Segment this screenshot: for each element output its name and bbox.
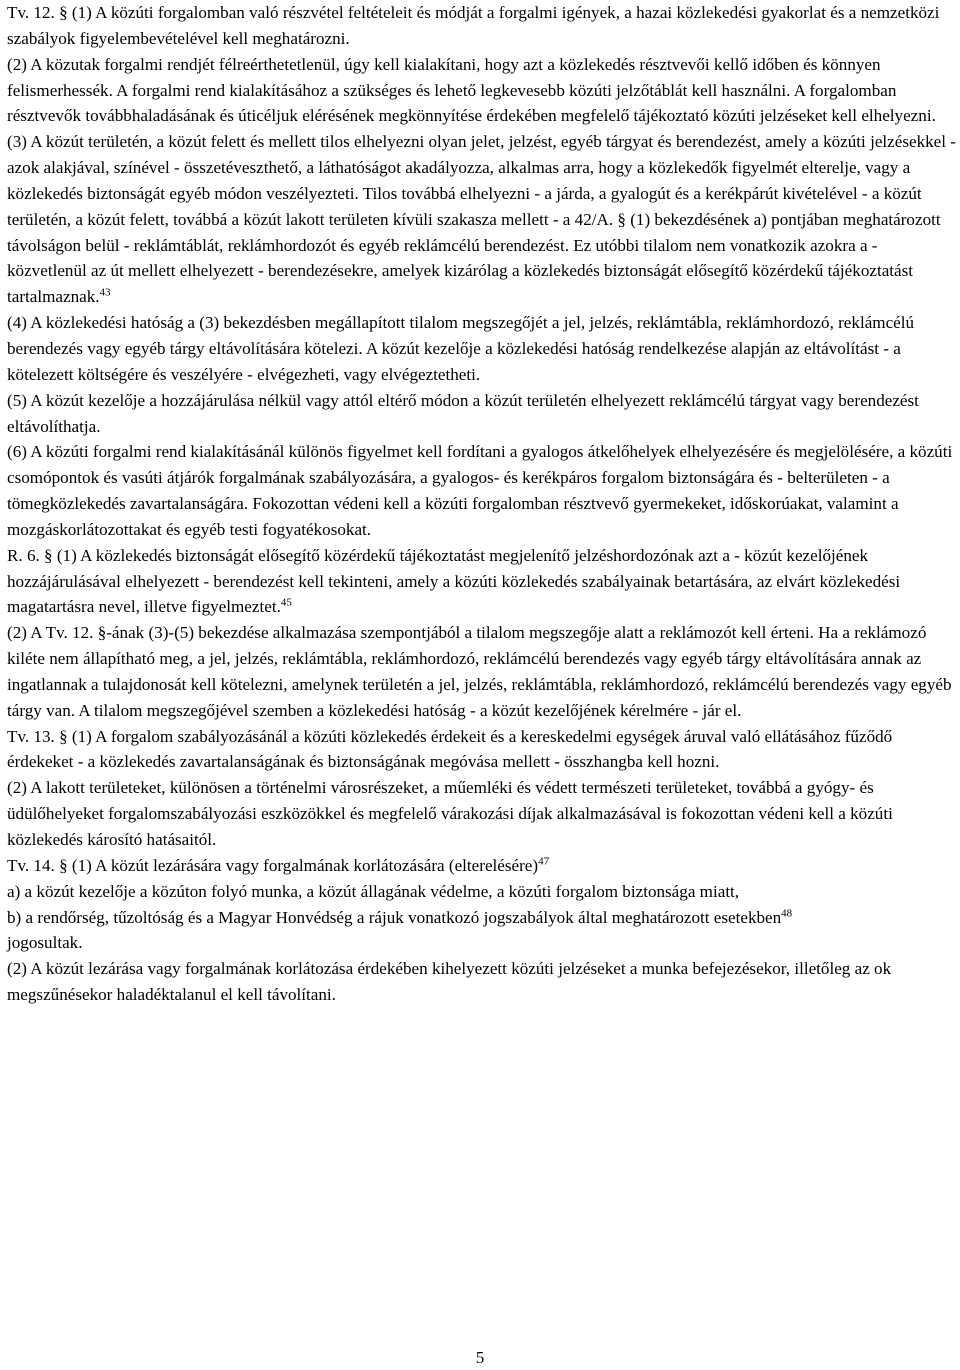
page-number: 5: [475, 1348, 485, 1367]
paragraph-tv12-1: [7, 0, 959, 52]
paragraph-text: Tv. 14. § (1) A közút lezárására vagy forgalmának korlátozására (elterelésére): [7, 855, 539, 875]
paragraph-tv13-1: [7, 724, 959, 776]
paragraph-tv12-3: [7, 129, 959, 310]
paragraph-text: (5) A közút kezelője a hozzájárulása nélkül vagy attól eltérő módon a közút területén elhelyezett reklámcélú tárgyat vagy berendezést eltávolíthatja.: [7, 390, 919, 436]
paragraph-text: R. 6. § (1) A közlekedés biztonságát elősegítő közérdekű tájékoztatást megjelenítő jelzéshordozónak azt a - közút kezelőjének hozzájárulásával elhelyezett - berendezést kell tekinteni, amely a közúti közlekedés szabályainak betartására, az elvárt közlekedési magatartásra nevel, illetve figyelmeztet.: [7, 545, 901, 617]
paragraph-text: (2) A közút lezárása vagy forgalmának korlátozása érdekében kihelyezett közúti jelzéseket a munka befejezésekor, illetőleg az ok megszűnésekor haladéktalanul el kell távolítani.: [7, 959, 892, 1005]
paragraph-text: (2) A Tv. 12. §-ának (3)-(5) bekezdése alkalmazása szempontjából a tilalom megszegője alatt a reklámozót kell érteni. Ha a reklámozó kiléte nem állapítható meg, a jel, jelzés, reklámtábla, reklámhordozó, reklámcélú berendezés vagy egyéb tárgy eltávolítására annak az ingatlannak a tulajdonosát kell kötelezni, amelynek területén a jel, jelzés, reklámtábla, reklámhordozó, reklámcélú berendezés vagy egyéb tárgy van. A tilalom megszegőjével szemben a közlekedési hatóság - a közút kezelőjének kérelmére - jár el.: [7, 623, 952, 720]
paragraph-text: a) a közút kezelője a közúton folyó munka, a közút állagának védelme, a közúti forgalom biztonsága miatt,: [7, 881, 740, 901]
footnote-marker: 48: [781, 906, 793, 919]
paragraph-text: (6) A közúti forgalmi rend kialakításánál különös figyelmet kell fordítani a gyalogos átkelőhelyek elhelyezésére és megjelölésére, a közúti csomópontok és vasúti átjárók forgalmának szabályozására, a gyalogos- és kerékpáros forgalom biztonságára és - belterületen - a tömegközlekedés zavartalanságára. Fokozottan védeni kell a közúti forgalomban résztvevő gyermekeket, időskorúakat, valamint a mozgáskorlátozottakat és egyéb testi fogyatékosokat.: [7, 442, 953, 539]
paragraph-tv12-5: [7, 388, 959, 440]
paragraph-text: (3) A közút területén, a közút felett és mellett tilos elhelyezni olyan jelet, jelzést, egyéb tárgyat és berendezést, amely a közúti jelzésekkel - azok alakjával, színével - összetéveszthető, a láthatóságot akadályozza, alkalmas arra, hogy a közlekedők figyelmét elterelje, vagy a közlekedés biztonságát egyéb módon veszélyezteti. Tilos továbbá elhelyezni - a járda, a gyalogút és a kerékpárút kivételével - a közút területén, a közút felett, továbbá a közút lakott területen kívüli szakasza mellett - a 42/A. § (1) bekezdésének a) pontjában meghatározott távolságon belül - reklámtáblát, reklámhordozót és egyéb reklámcélú berendezést. Ez utóbbi tilalom nem vonatkozik azokra a - közvetlenül az út mellett elhelyezett - berendezésekre, amelyek kizárólag a közlekedés biztonságát elősegítő közérdekű tájékoztatást tartalmaznak.: [7, 132, 956, 307]
paragraph-tv12-6: [7, 439, 959, 542]
document-body: [7, 0, 959, 1008]
paragraph-r6-1: [7, 543, 959, 621]
paragraph-text: (2) A közutak forgalmi rendjét félreérthetetlenül, úgy kell kialakítani, hogy azt a közlekedés résztvevői kellő időben és könnyen felismerhessék. A forgalmi rend kialakításához a szükséges és lehető legkevesebb közúti jelzőtáblát kell használni. A forgalomban résztvevők továbbhaladásának és úticéljuk elérésének megkönnyítése érdekében megfelelő tájékoztató közúti jelzéseket kell elhelyezni.: [7, 54, 936, 126]
footnote-marker: 43: [99, 286, 111, 299]
paragraph-r6-2: [7, 620, 959, 723]
paragraph-text: (4) A közlekedési hatóság a (3) bekezdésben megállapított tilalom megszegőjét a jel, jelzés, reklámtábla, reklámhordozó, reklámcélú berendezés vagy egyéb tárgy eltávolítására kötelezi. A közút kezelője a közlekedési hatóság rendelkezése alapján az eltávolítást - a kötelezett költségére és veszélyére - elvégezheti, vagy elvégeztetheti.: [7, 313, 915, 384]
paragraph-tv14-1: [7, 853, 959, 879]
footnote-marker: 47: [538, 855, 550, 868]
footnote-marker: 45: [280, 596, 292, 609]
paragraph-tv14-1-b: [7, 905, 959, 931]
paragraph-text: Tv. 13. § (1) A forgalom szabályozásánál a közúti közlekedés érdekeit és a kereskedelmi egységek áruval való ellátásához fűződő érdekeket - a közlekedés zavartalanságának és biztonságának megóvása mellett - összhangba kell hozni.: [7, 726, 893, 772]
paragraph-tv13-2: [7, 775, 959, 853]
paragraph-tv12-4: [7, 310, 959, 388]
paragraph-tv14-2: [7, 956, 959, 1008]
paragraph-tv12-2: [7, 52, 959, 130]
paragraph-text: b) a rendőrség, tűzoltóság és a Magyar Honvédség a rájuk vonatkozó jogszabályok által meghatározott esetekben: [7, 907, 782, 927]
paragraph-text: jogosultak.: [7, 933, 83, 953]
paragraph-tv14-1-a: [7, 879, 959, 905]
paragraph-text: (2) A lakott területeket, különösen a történelmi városrészeket, a műemléki és védett természeti területeket, továbbá a gyógy- és üdülőhelyeket forgalomszabályozási eszközökkel és megfelelő várakozási díjak alkalmazásával is fokozottan védeni kell a közúti közlekedés károsító hatásaitól.: [7, 778, 893, 849]
paragraph-tv14-1-end: [7, 930, 959, 956]
paragraph-text: Tv. 12. § (1) A közúti forgalomban való részvétel feltételeit és módját a forgalmi igények, a hazai közlekedési gyakorlat és a nemzetközi szabályok figyelembevételével kell meghatározni.: [7, 3, 940, 48]
